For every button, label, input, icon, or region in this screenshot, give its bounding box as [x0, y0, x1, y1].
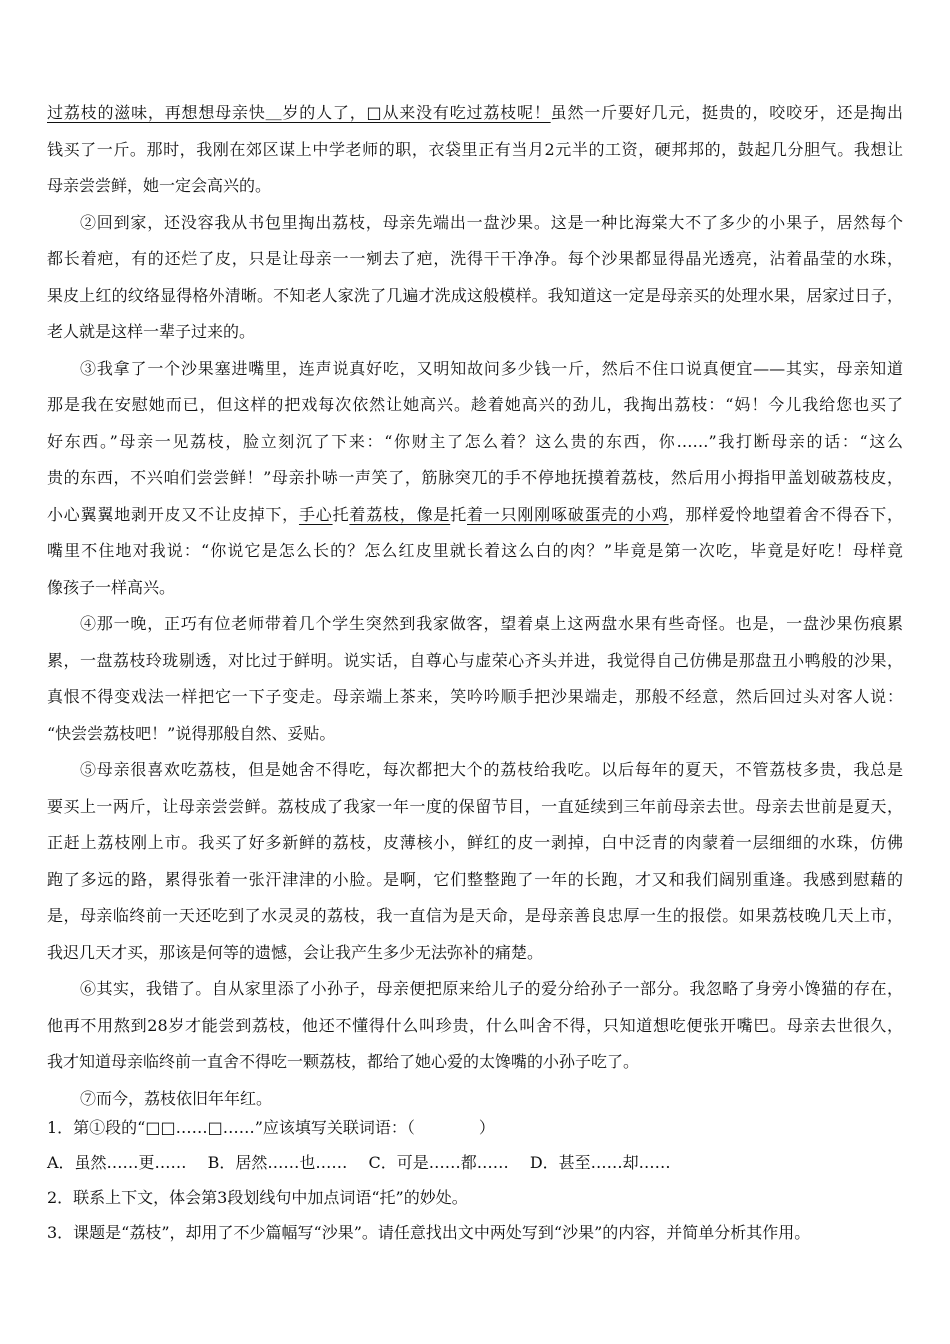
- text-segment: ⑥其实，我错了。自从家里添了小孙子，母亲便把原来给儿子的爱分给孙子一部分。我忽略了身旁小馋猫的存在，: [80, 979, 903, 998]
- passage-line: [47, 170, 903, 207]
- text-segment: 他再不用熬到28岁才能尝到荔枝，他还不懂得什么叫珍贵，什么叫舍不得，只知道想吃便张开嘴巴。母亲去世很久，: [47, 1015, 903, 1035]
- passage: [47, 97, 903, 1119]
- text-segment: 托: [450, 504, 467, 524]
- text-segment: 真恨不得变戏法一样把它一下子变走。母亲端上茶来，笑吟吟顺手把沙果端走，那般不经意，然后回过头对客人说：: [47, 687, 903, 706]
- text-segment: 小心翼翼地剥开皮又不让皮掉下，: [47, 504, 299, 524]
- passage-line: [47, 243, 903, 280]
- question-1: 1．第①段的“□□……□……”应该填写关联词语：（ ）: [47, 1118, 495, 1137]
- passage-line: [47, 1010, 903, 1047]
- text-segment: ，那样爱怜地望着舍不得吞下，: [668, 504, 903, 524]
- passage-line: [47, 353, 903, 390]
- text-segment: 母亲尝尝鲜，她一定会高兴的。: [47, 176, 272, 195]
- passage-line: [47, 718, 903, 755]
- passage-line: [47, 134, 903, 171]
- text-segment: ⑤母亲很喜欢吃荔枝，但是她舍不得吃，每次都把大个的荔枝给我吃。以后每年的夏天，不管荔枝多贵，我总是: [80, 760, 903, 779]
- passage-line: [47, 681, 903, 718]
- passage-line: [47, 316, 903, 353]
- text-segment: 像孩子一样高兴。: [47, 577, 176, 597]
- passage-line: [47, 207, 903, 244]
- passage-line: [47, 426, 903, 463]
- underlined-text: 着荔枝，像是: [349, 504, 451, 524]
- text-segment: 是，母亲临终前一天还吃到了水灵灵的荔枝，我一直信为是天命，是母亲善良忠厚一生的报偿。如果荔枝晚几天上市，: [47, 906, 903, 925]
- passage-line: [47, 645, 903, 682]
- text-segment: 跑了多远的路，累得张着一张汗津津的小脸。是啊，它们整整跑了一年的长跑，才又和我们阔别重逢。我感到慰藉的: [47, 869, 903, 889]
- passage-line: [47, 900, 903, 937]
- passage-line: [47, 827, 903, 864]
- underlined-text: 手心: [298, 504, 333, 524]
- text-segment: 好东西。”母亲一见荔枝，脸立刻沉了下来：“你财主了怎么着？这么贵的东西，你……”我打断母亲的话：“这么: [47, 431, 903, 451]
- passage-line: [47, 535, 903, 572]
- passage-line: [47, 791, 903, 828]
- text-segment: 要买上一两斤，让母亲尝尝鲜。荔枝成了我家一年一度的保留节目，一直延续到三年前母亲去世。母亲去世前是夏天，: [47, 796, 903, 816]
- underlined-text: 过荔枝的滋味，再想想母亲快＿岁的人了，□从来没有吃过荔枝呢！: [47, 103, 551, 122]
- text-segment: 我才知道母亲临终前一直舍不得吃一颗荔枝，都给了她心爱的太馋嘴的小孙子吃了。: [47, 1052, 640, 1071]
- text-segment: 贵的东西，不兴咱们尝尝鲜！”母亲扑哧一声笑了，筋脉突兀的手不停地抚摸着荔枝，然后用小拇指甲盖划破荔枝皮，: [47, 468, 903, 487]
- passage-line: [47, 1046, 903, 1083]
- text-segment: 果皮上红的纹络显得格外清晰。不知老人家洗了几遍才洗成这般模样。我知道这一定是母亲买的处理水果，居家过日子，: [47, 285, 903, 305]
- text-segment: 虽然一斤要好几元，挺贵的，咬咬牙，还是掏出: [550, 103, 903, 122]
- text-segment: 都长着疤，有的还烂了皮，只是让母亲一一剜去了疤，洗得干干净净。每个沙果都显得晶光透亮，沾着晶莹的水珠，: [47, 249, 903, 268]
- text-segment: ③我拿了一个沙果塞进嘴里，连声说真好吃，又明知故问多少钱一斤，然后不住口说真便宜——其实，母亲知道: [80, 358, 903, 378]
- question-1-options: A．虽然……更…… B．居然……也…… C．可是……都…… D．甚至……却……: [47, 1153, 671, 1172]
- passage-line: [47, 97, 903, 134]
- passage-line: [47, 572, 903, 609]
- underlined-text: 着一只刚刚啄破蛋壳的小鸡: [467, 504, 669, 524]
- text-segment: 钱买了一斤。那时，我刚在郊区谋上中学老师的职，衣袋里正有当月2元半的工资，硬邦邦的，鼓起几分胆气。我想让: [47, 139, 903, 159]
- passage-line: [47, 754, 903, 791]
- passage-line: [47, 608, 903, 645]
- text-segment: 累，一盘荔枝玲珑剔透，对比过于鲜明。说实话，自尊心与虚荣心齐头并进，我觉得自己仿佛是那盘丑小鸭般的沙果，: [47, 650, 903, 670]
- text-segment: ⑦而今，荔枝依旧年年红。: [80, 1088, 273, 1108]
- passage-line: [47, 280, 903, 317]
- text-segment: ②回到家，还没容我从书包里掏出荔枝，母亲先端出一盘沙果。这是一种比海棠大不了多少的小果子，居然每个: [80, 212, 903, 232]
- text-segment: 老人就是这样一辈子过来的。: [47, 322, 256, 341]
- question-3: 3．课题是“荔枝”，却用了不少篇幅写“沙果”。请任意找出文中两处写到“沙果”的内容，并简单分析其作用。: [47, 1223, 811, 1242]
- passage-line: [47, 462, 903, 499]
- text-segment: “快尝尝荔枝吧！”说得那般自然、妥贴。: [47, 723, 336, 743]
- text-segment: 托: [332, 504, 350, 524]
- passage-line: [47, 864, 903, 901]
- text-segment: 那是我在安慰她而已，但这样的把戏每次依然让她高兴。趁着她高兴的劲儿，我掏出荔枝：“妈！今儿我给您也买了: [47, 395, 903, 414]
- text-segment: 我迟几天才买，那该是何等的遗憾，会让我产生多少无法弥补的痛楚。: [47, 942, 544, 962]
- passage-line: [47, 389, 903, 426]
- passage-line: [47, 937, 903, 974]
- question-2: 2．联系上下文，体会第3段划线句中加点词语“托”的妙处。: [47, 1188, 468, 1207]
- passage-line: [47, 973, 903, 1010]
- text-segment: ④那一晚，正巧有位老师带着几个学生突然到我家做客，望着桌上这两盘水果有些奇怪。也是，一盘沙果伤痕累: [80, 614, 903, 633]
- passage-line: [47, 499, 903, 536]
- text-segment: 正赶上荔枝刚上市。我买了好多新鲜的荔枝，皮薄核小，鲜红的皮一剥掉，白中泛青的肉蒙着一层细细的水珠，仿佛: [47, 833, 903, 852]
- questions: [47, 1112, 903, 1252]
- text-segment: 嘴里不住地对我说：“你说它是怎么长的？怎么红皮里就长着这么白的肉？”毕竟是第一次吃，毕竟是好吃！母样竟: [47, 541, 903, 560]
